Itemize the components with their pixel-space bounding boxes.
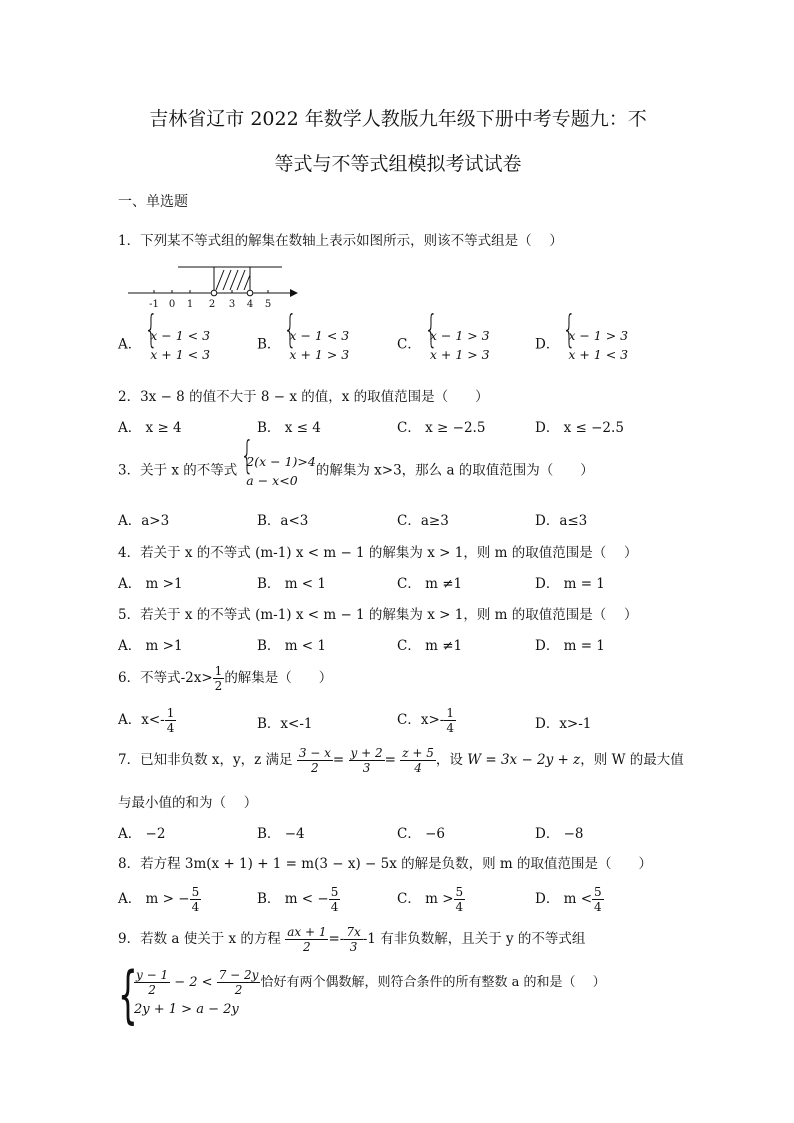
q5-option-b: B． m < 1 [257,638,326,654]
q4-option-a: A． m >1 [118,576,183,592]
q3-option-b: B．a<3 [257,513,309,529]
q2-option-d: D． x ≤ −2.5 [535,420,624,436]
doc-title-line1: 吉林省辽市 2022 年数学人教版九年级下册中考专题九：不 [149,108,647,130]
q3-option-c: C．a≥3 [397,513,449,529]
q1-option-c: C． { x − 1 > 3 x + 1 > 3 [397,326,490,364]
q2-option-a: A． x ≥ 4 [118,420,182,436]
q4-option-c: C． m ≠1 [397,576,463,592]
axis-label: 0 [168,299,176,310]
axis-label: 5 [264,299,272,310]
q7-option-a: A． −2 [118,826,166,842]
q6-option-b: B．x<-1 [257,716,313,732]
question-6: 6．不等式-2x> $\frac{1}{2}$ 的解集是（ ） [118,664,333,693]
question-4: 4．若关于 x 的不等式 (m-1) x < m − 1 的解集为 x > 1，则 m 的取值范围是（ ） [118,545,638,561]
axis-label: -1 [149,299,159,310]
q1-option-b: B． { x − 1 < 3 x + 1 > 3 [257,326,349,364]
question-2: 2．3x − 8 的值不大于 8 − x 的值，x 的取值范围是（ ） [118,389,489,405]
question-7: 7．已知非负数 x，y，z 满足 $\frac{3 - x}{2}$ = $\frac{y + 2}{3}$ = $\frac{z + 5}{4}$ ，设 W = 3x − 2y + z，则 W 的最大值 [118,746,684,775]
q7-option-d: D． −8 [535,826,584,842]
q6-option-d: D．x>-1 [535,716,592,732]
q3-option-a: A．a>3 [118,513,170,529]
q5-option-d: D． m = 1 [535,638,605,654]
q8-option-c: C． m > $\frac{5}{4}$ [397,885,464,914]
axis-label: 3 [228,299,236,310]
q6-option-c: C．x>- $\frac{1}{4}$ [397,706,454,735]
number-line-figure [126,262,306,312]
q4-option-d: D． m = 1 [535,576,605,592]
q1-option-d: D． { x − 1 > 3 x + 1 < 3 [535,326,628,364]
question-8: 8．若方程 3m(x + 1) + 1 = m(3 − x) − 5x 的解是负数，则 m 的取值范围是（ ） [118,856,652,872]
question-3: 3．关于 x 的不等式 { 2(x − 1)>4 a − x<0 的解集为 x>3，那么 a 的取值范围为（ ） [118,452,594,490]
q8-option-d: D． m < $\frac{5}{4}$ [535,885,602,914]
section-heading: 一、单选题 [118,194,188,210]
q2-option-b: B． x ≤ 4 [257,420,321,436]
q4-option-b: B． m < 1 [257,576,326,592]
q5-option-a: A． m >1 [118,638,183,654]
question-5: 5．若关于 x 的不等式 (m-1) x < m − 1 的解集为 x > 1，则 m 的取值范围是（ ） [118,607,638,623]
q8-option-a: A． m > − $\frac{5}{4}$ [118,885,200,914]
doc-title-line2: 等式与不等式组模拟考试试卷 [274,153,522,175]
question-1: 1．下列某不等式组的解集在数轴上表示如图所示，则该不等式组是（ ） [118,233,563,249]
question-9: 9．若数 a 使关于 x 的方程 $\frac{ax + 1}{2}$ =- $\frac{7x}{3}$ -1 有非负数解，且关于 y 的不等式组 [118,925,586,954]
q7-option-b: B． −4 [257,826,305,842]
brace: { [118,958,138,1031]
q3-option-d: D．a≤3 [535,513,588,529]
question-7-line2: 与最小值的和为（ ） [118,795,258,811]
q7-option-c: C． −6 [397,826,446,842]
q6-option-a: A．x<- $\frac{1}{4}$ [118,706,175,735]
axis-label: 2 [208,299,216,310]
q5-option-c: C． m ≠1 [397,638,463,654]
q8-option-b: B． m < − $\frac{5}{4}$ [257,885,339,914]
axis-label: 1 [186,299,194,310]
axis-label: 4 [246,299,254,310]
q2-option-c: C． x ≥ −2.5 [397,420,486,436]
q1-option-a: A． { x − 1 < 3 x + 1 < 3 [118,326,210,364]
